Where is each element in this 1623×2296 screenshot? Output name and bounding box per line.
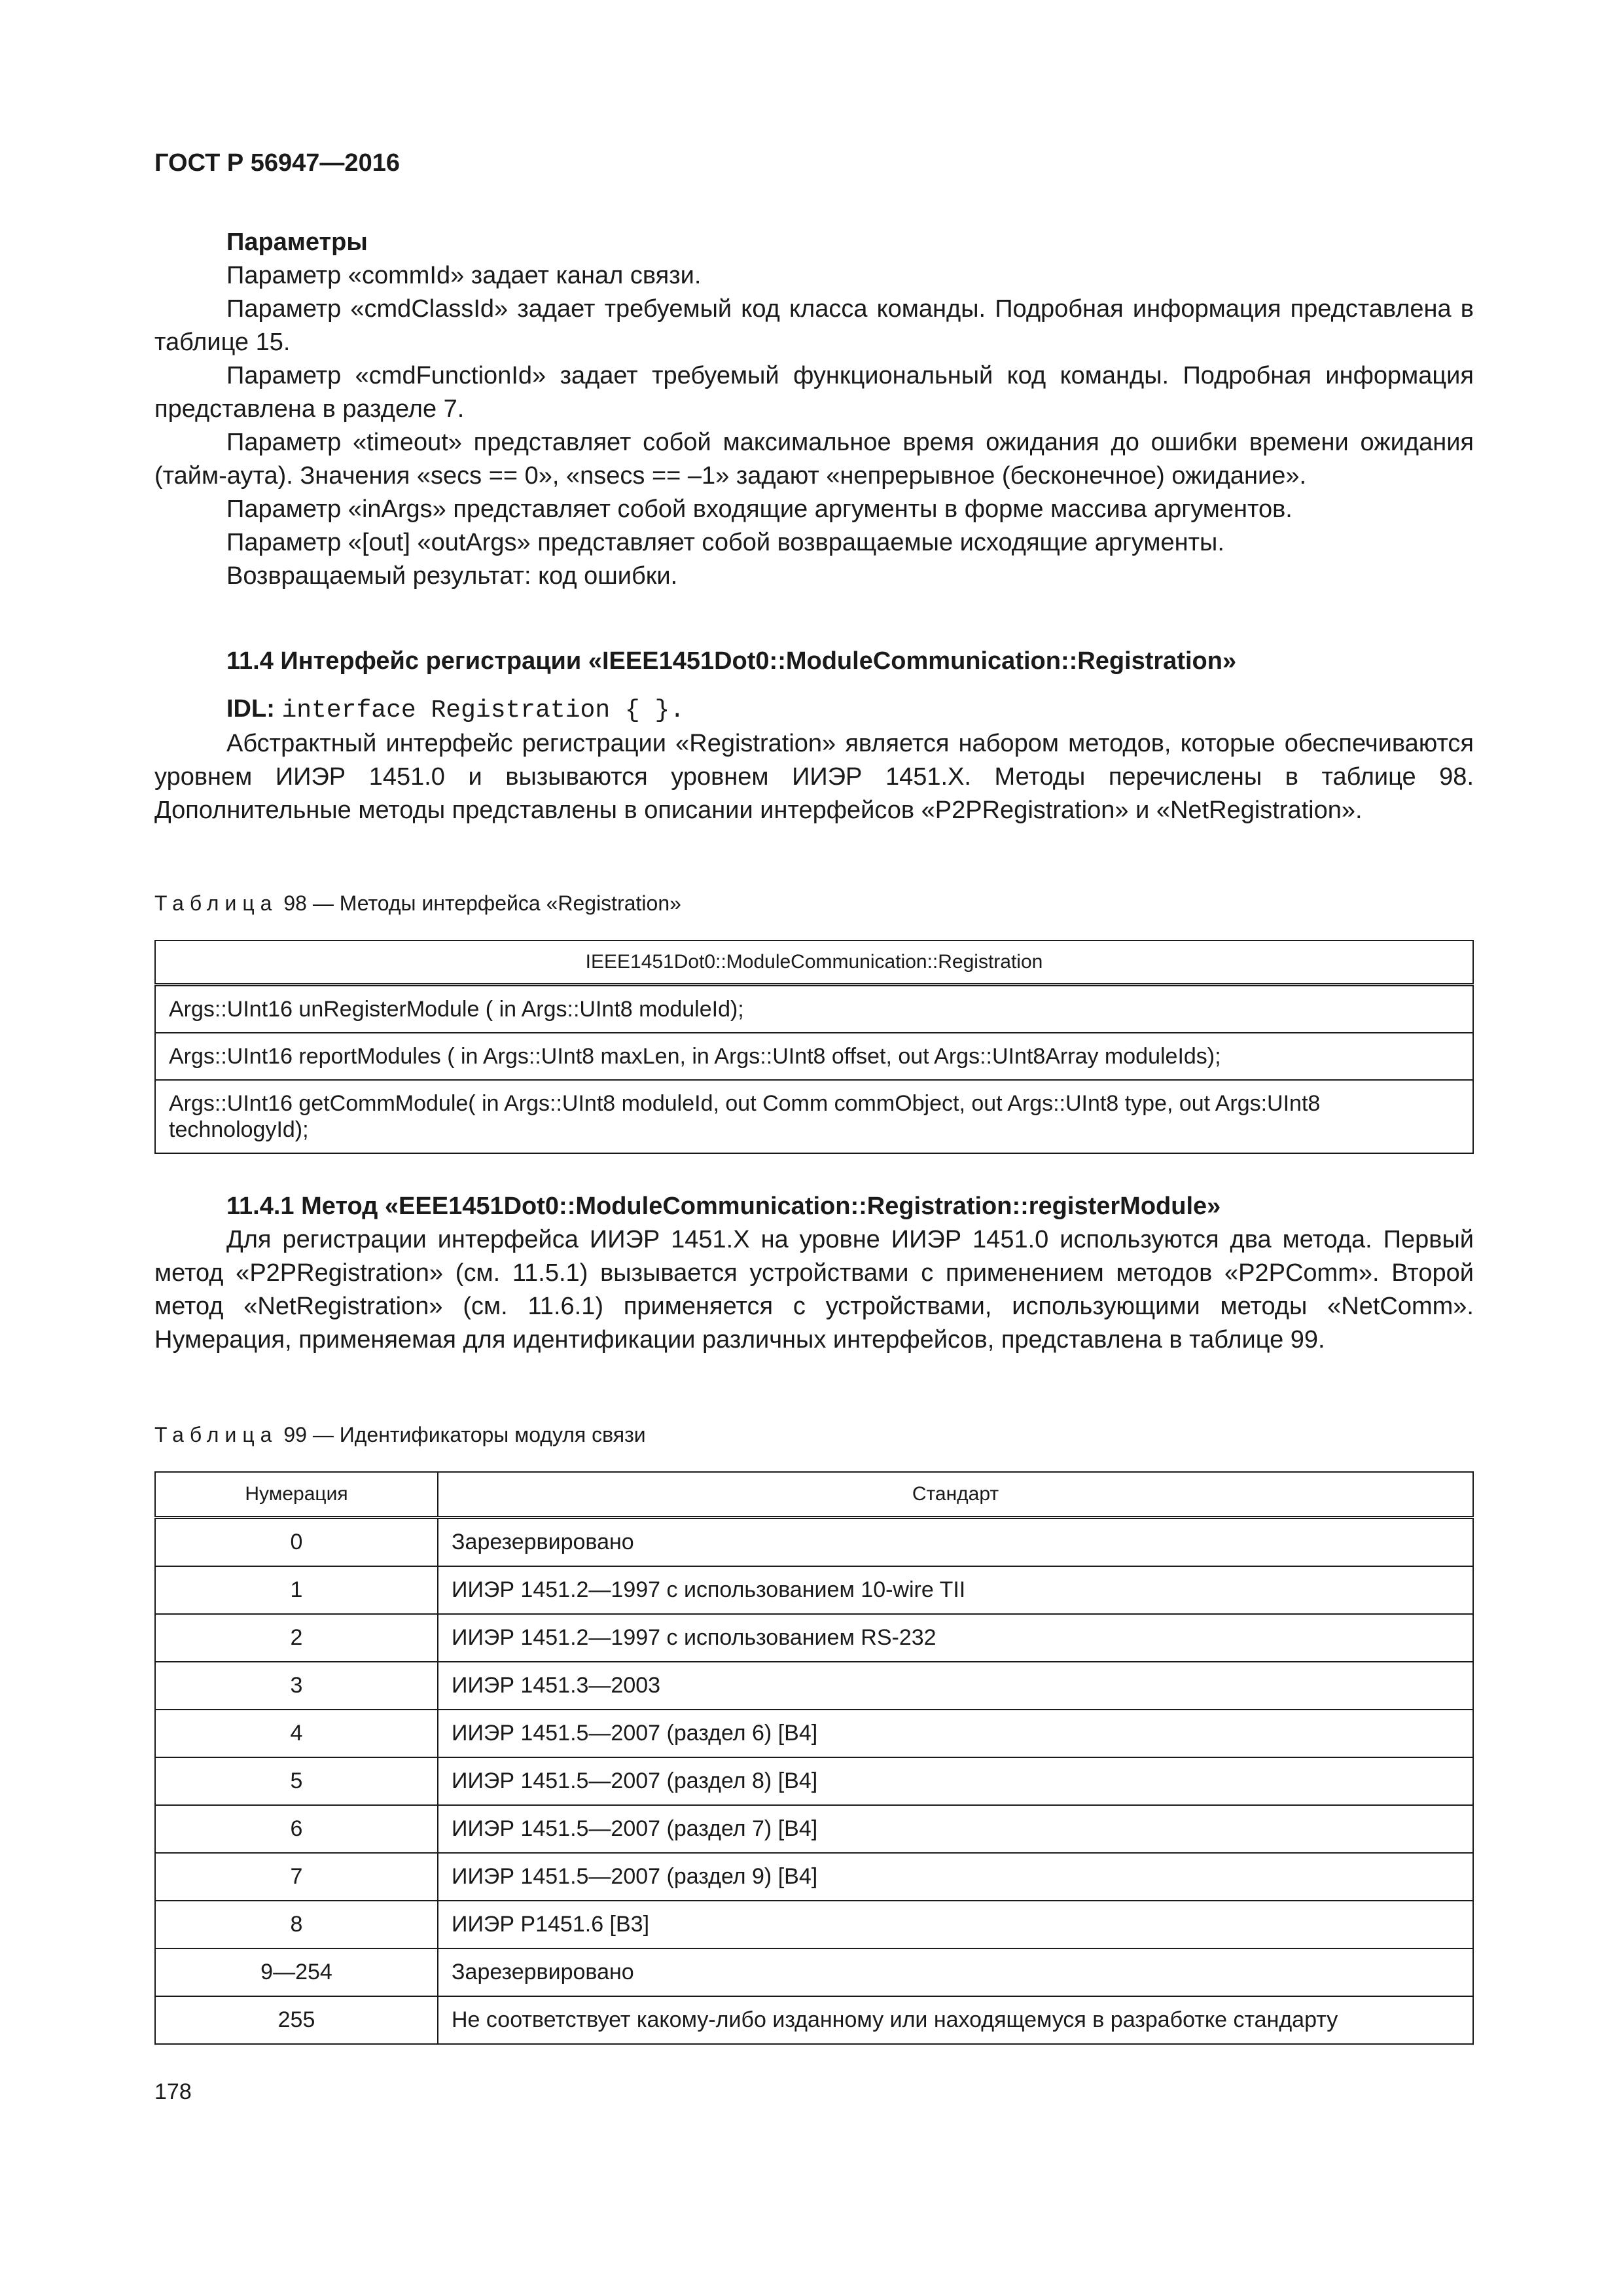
table98-header: IEEE1451Dot0::ModuleCommunication::Registration (155, 941, 1473, 985)
cell-standard: ИИЭР 1451.5—2007 (раздел 9) [В4] (438, 1853, 1473, 1901)
cell-standard: ИИЭР 1451.5—2007 (раздел 8) [В4] (438, 1757, 1473, 1805)
table-row (155, 1948, 1473, 1996)
cell-num: 3 (155, 1662, 438, 1710)
cell-num: 1 (155, 1566, 438, 1614)
cell-standard: Не соответствует какому-либо изданному или находящемуся в разработке стандарту (438, 1996, 1473, 2044)
section-heading: 11.4 Интерфейс регистрации «IEEE1451Dot0::ModuleCommunication::Registration» (226, 647, 1237, 675)
cell-standard: ИИЭР 1451.2—1997 с использованием RS-232 (438, 1614, 1473, 1662)
cell-standard: ИИЭР 1451.2—1997 с использованием 10-wire TII (438, 1566, 1473, 1614)
section-body: Абстрактный интерфейс регистрации «Registration» является набором методов, которые обеспечиваются уровнем ИИЭР 1451.0 и вызываются уровнем ИИЭР 1451.X. Методы перечислены в таблице 98. Дополнительные методы представлены в описании интерфейсов «P2PRegistration» и «NetRegistration». (154, 730, 1474, 824)
cell-num: 9—254 (155, 1948, 438, 1996)
cell-num: 255 (155, 1996, 438, 2044)
param-line: Параметр «inArgs» представляет собой входящие аргументы в форме массива аргументов. (226, 495, 1293, 523)
table-row: Args::UInt16 unRegisterModule ( in Args::UInt8 moduleId); (155, 985, 1473, 1033)
cell-standard: ИИЭР 1451.5—2007 (раздел 6) [В4] (438, 1710, 1473, 1757)
standard-code: ГОСТ Р 56947—2016 (154, 149, 400, 177)
table-row (155, 1805, 1473, 1853)
param-line: Параметр «cmdClassId» задает требуемый код класса команды. Подробная информация представлена в таблице 15. (154, 295, 1474, 356)
table-row (155, 1662, 1473, 1710)
cell-num: 0 (155, 1518, 438, 1567)
table-row (155, 1614, 1473, 1662)
column-header-numbering: Нумерация (155, 1472, 438, 1518)
section-11-4-1 (154, 1190, 1474, 1357)
cell-num: 8 (155, 1901, 438, 1948)
cell-standard: Зарезервировано (438, 1948, 1473, 1996)
caption-word: Таблица (154, 1423, 278, 1446)
table-row (155, 1996, 1473, 2044)
table-row (155, 1757, 1473, 1805)
cell-num: 2 (155, 1614, 438, 1662)
table-row: Args::UInt16 getCommModule( in Args::UInt8 moduleId, out Comm commObject, out Args::UInt8 type, out Args:UInt8 technologyId); (155, 1080, 1473, 1153)
section-11-4 (154, 645, 1474, 827)
caption-text: 98 — Методы интерфейса «Registration» (283, 891, 681, 915)
parameters-title: Параметры (226, 228, 368, 256)
caption-word: Таблица (154, 891, 278, 915)
table-row (155, 1901, 1473, 1948)
idl-code: interface Registration { }. (281, 696, 685, 725)
param-line: Параметр «[out] «outArgs» представляет собой возвращаемые исходящие аргументы. (226, 529, 1224, 556)
idl-label: IDL: (226, 695, 275, 723)
param-line: Возвращаемый результат: код ошибки. (226, 562, 678, 590)
table-row (155, 1566, 1473, 1614)
section-body: Для регистрации интерфейса ИИЭР 1451.X на уровне ИИЭР 1451.0 используются два метода. Первый метод «P2PRegistration» (см. 11.5.1) вызывается устройствами с применением методов «P2PComm». Второй метод «NetRegistration» (см. 11.6.1) применяется с устройствами, использующими методы «NetComm». Нумерация, применяемая для идентификации различных интерфейсов, представлена в таблице 99. (154, 1226, 1474, 1354)
cell-num: 7 (155, 1853, 438, 1901)
table98-caption (154, 889, 1474, 918)
cell-standard: ИИЭР 1451.3—2003 (438, 1662, 1473, 1710)
cell-standard: ИИЭР 1451.5—2007 (раздел 7) [В4] (438, 1805, 1473, 1853)
table-row (155, 1710, 1473, 1757)
table99-caption (154, 1420, 1474, 1449)
param-line: Параметр «timeout» представляет собой максимальное время ожидания до ошибки времени ожидания (тайм-аута). Значения «secs == 0», «nsecs == –1» задают «непрерывное (бесконечное) ожидание». (154, 429, 1474, 490)
parameters-section (154, 226, 1474, 593)
table99 (154, 1471, 1474, 2045)
page-number: 178 (154, 2079, 192, 2104)
param-line: Параметр «commId» задает канал связи. (226, 262, 702, 289)
table-row: Args::UInt16 reportModules ( in Args::UInt8 maxLen, in Args::UInt8 offset, out Args::UInt8Array moduleIds); (155, 1033, 1473, 1080)
cell-standard: Зарезервировано (438, 1518, 1473, 1567)
column-header-standard: Стандарт (438, 1472, 1473, 1518)
section-heading: 11.4.1 Метод «EEE1451Dot0::ModuleCommunication::Registration::registerModule» (226, 1193, 1221, 1220)
cell-num: 5 (155, 1757, 438, 1805)
idl-line (154, 692, 1474, 727)
cell-num: 4 (155, 1710, 438, 1757)
caption-text: 99 — Идентификаторы модуля связи (283, 1423, 646, 1446)
table-row (155, 1518, 1473, 1567)
param-line: Параметр «cmdFunctionId» задает требуемый функциональный код команды. Подробная информация представлена в разделе 7. (154, 362, 1474, 423)
cell-standard: ИИЭР Р1451.6 [В3] (438, 1901, 1473, 1948)
table-row (155, 1853, 1473, 1901)
table98 (154, 940, 1474, 1154)
cell-num: 6 (155, 1805, 438, 1853)
